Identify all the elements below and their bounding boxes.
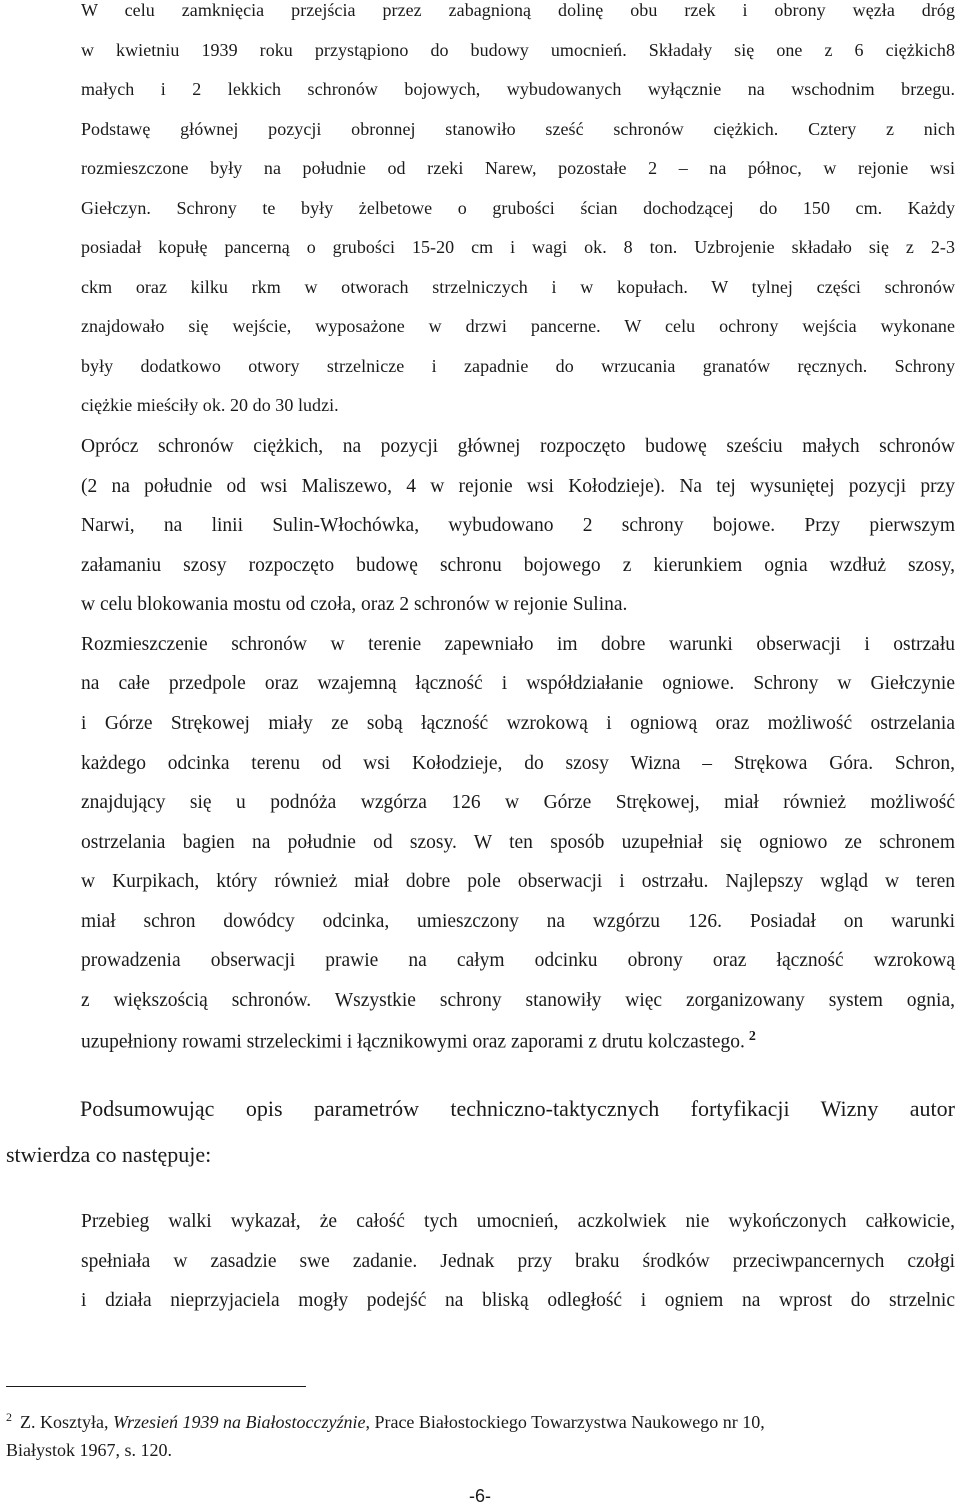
- footnote-author: Z. Kosztyła,: [20, 1412, 109, 1432]
- paragraph-line: z większością schronów. Wszystkie schrony stanowiły więc zorganizowany system ognia,: [81, 990, 955, 1011]
- paragraph-line: małych i 2 lekkich schronów bojowych, wybudowanych wyłącznie na wschodnim brzegu.: [81, 79, 955, 99]
- summary-continuation-line: stwierdza co następuje:: [6, 1142, 212, 1167]
- footnote-separator: [6, 1386, 306, 1387]
- summary-intro-line: Podsumowując opis parametrów techniczno-taktycznych fortyfikacji Wizny autor: [80, 1096, 955, 1121]
- paragraph-line: Giełczyn. Schrony te były żelbetowe o grubości ścian dochodzącej do 150 cm. Każdy: [81, 198, 955, 218]
- paragraph-line: rozmieszczone były na południe od rzeki Narew, pozostałe 2 – na północ, w rejonie wsi: [81, 158, 955, 178]
- paragraph-line-last: [81, 1029, 955, 1054]
- paragraph-line: posiadał kopułę pancerną o grubości 15-20 cm i wagi ok. 8 ton. Uzbrojenie składało się z 2-3: [81, 237, 955, 257]
- footnote-number: 2: [6, 1410, 12, 1424]
- page-number: -6-: [469, 1486, 491, 1506]
- quote-line: i działa nieprzyjaciela mogły podejść na bliską odległość i ogniem na wprost do strzelnic: [81, 1290, 955, 1311]
- paragraph-line: ostrzelania bagien na południe od szosy. W ten sposób uzupełniał się ogniowo ze schronem: [81, 832, 955, 853]
- paragraph-line-text: uzupełniony rowami strzeleckimi i łącznikowymi oraz zaporami z drutu kolczastego.: [81, 1031, 745, 1053]
- paragraph-line: znajdujący się u podnóża wzgórza 126 w Górze Strękowej, miał również możliwość: [81, 792, 955, 813]
- quote-line: Przebieg walki wykazał, że całość tych umocnień, aczkolwiek nie wykończonych całkowicie,: [81, 1211, 955, 1232]
- paragraph-line: (2 na południe od wsi Maliszewo, 4 w rejonie wsi Kołodzieje). Na tej wysuniętej pozycji przy: [81, 476, 955, 497]
- paragraph-line: Rozmieszczenie schronów w terenie zapewniało im dobre warunki obserwacji i ostrzału: [81, 634, 955, 655]
- paragraph-line: załamaniu szosy rozpoczęto budowę schronu bojowego z kierunkiem ognia wzdłuż szosy,: [81, 555, 955, 576]
- paragraph-line: miał schron dowódcy odcinka, umieszczony na wzgórzu 126. Posiadał on warunki: [81, 911, 955, 932]
- paragraph-line: W celu zamknięcia przejścia przez zabagnioną dolinę obu rzek i obrony węzła dróg: [81, 0, 955, 20]
- paragraph-line: w Kurpikach, który również miał dobre pole obserwacji i ostrzału. Najlepszy wgląd w teren: [81, 871, 955, 892]
- paragraph-line: ckm oraz kilku rkm w otworach strzelniczych i w kopułach. W tylnej części schronów: [81, 277, 955, 297]
- footnote-location: Białystok 1967, s. 120.: [6, 1440, 173, 1460]
- paragraph-line: w kwietniu 1939 roku przystąpiono do budowy umocnień. Składały się one z 6 ciężkich8: [81, 40, 955, 60]
- footnote-title: Wrzesień 1939 na Białostocczyźnie: [112, 1412, 366, 1432]
- footnote-publisher: , Prace Białostockiego Towarzystwa Naukowego nr 10,: [365, 1412, 765, 1432]
- footnote-line: [6, 1410, 955, 1433]
- paragraph-line: Narwi, na linii Sulin-Włochówka, wybudowano 2 schrony bojowe. Przy pierwszym: [81, 515, 955, 536]
- quote-line: spełniała w zasadzie swe zadanie. Jednak przy braku środków przeciwpancernych czołgi: [81, 1251, 955, 1272]
- paragraph-line: Podstawę głównej pozycji obronnej stanowiło sześć schronów ciężkich. Cztery z nich: [81, 119, 955, 139]
- paragraph-line: prowadzenia obserwacji prawie na całym odcinku obrony oraz łączność wzrokową: [81, 950, 955, 971]
- paragraph-line: Oprócz schronów ciężkich, na pozycji głównej rozpoczęto budowę sześciu małych schronów: [81, 436, 955, 457]
- footnote-reference[interactable]: 2: [748, 1029, 756, 1044]
- paragraph-line: na całe przedpole oraz wzajemną łączność i współdziałanie ogniowe. Schrony w Giełczynie: [81, 673, 955, 694]
- paragraph-line: każdego odcinka terenu od wsi Kołodzieje, do szosy Wizna – Strękowa Góra. Schron,: [81, 753, 955, 774]
- paragraph-line: były dodatkowo otwory strzelnicze i zapadnie do wrzucania granatów ręcznych. Schrony: [81, 356, 955, 376]
- paragraph-line: w celu blokowania mostu od czoła, oraz 2 schronów w rejonie Sulina.: [81, 594, 628, 615]
- paragraph-line: i Górze Strękowej miały ze sobą łączność wzrokową i ogniową oraz możliwość ostrzelania: [81, 713, 955, 734]
- paragraph-line: ciężkie mieściły ok. 20 do 30 ludzi.: [81, 395, 339, 415]
- paragraph-line: znajdowało się wejście, wyposażone w drzwi pancerne. W celu ochrony wejścia wykonane: [81, 316, 955, 336]
